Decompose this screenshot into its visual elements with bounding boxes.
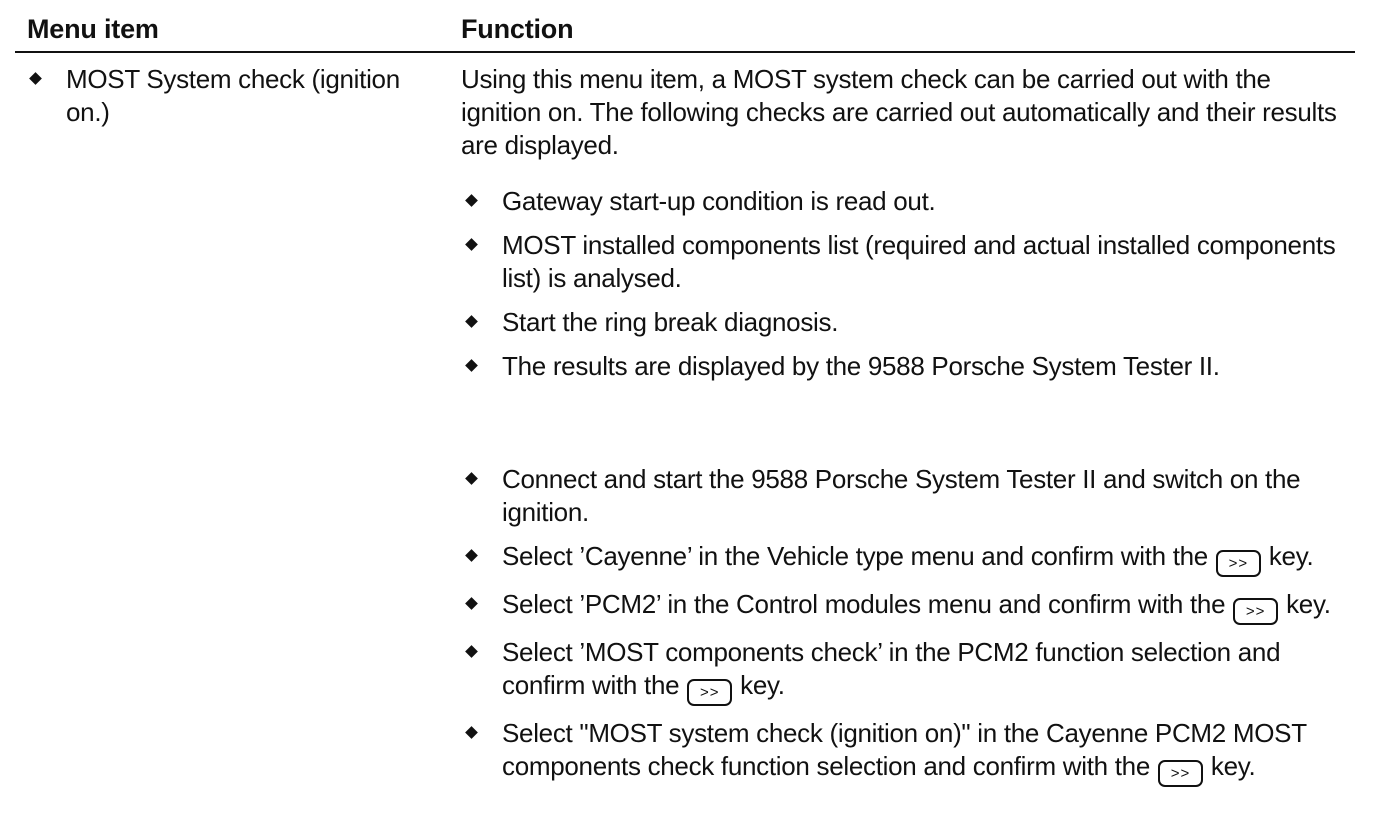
step-text-after: key.	[740, 670, 785, 700]
diamond-bullet-icon	[465, 238, 478, 251]
step-item	[464, 463, 1356, 529]
step-text: Select "MOST system check (ignition on)" in the Cayenne PCM2 MOST components check function selection and confirm with the	[502, 718, 1307, 781]
step-text: Select ’MOST components check’ in the PCM2 function selection and confirm with the	[502, 637, 1281, 700]
function-column-header: Function	[461, 14, 574, 44]
list-item	[464, 229, 1356, 295]
diamond-bullet-icon	[465, 472, 478, 485]
list-item-text: Gateway start-up condition is read out.	[502, 186, 936, 216]
forward-key-icon: >>	[1216, 550, 1261, 577]
diamond-bullet-icon	[465, 359, 478, 372]
forward-key-icon: >>	[1158, 760, 1203, 787]
list-item-text: Start the ring break diagnosis.	[502, 307, 839, 337]
diamond-bullet-icon	[465, 726, 478, 739]
step-text-after: key.	[1268, 541, 1314, 571]
step-text: Connect and start the 9588 Porsche System Tester II and switch on the ignition.	[502, 464, 1301, 527]
diamond-bullet-icon	[465, 645, 478, 658]
list-item	[464, 185, 1356, 218]
list-item-text: MOST installed components list (required and actual installed components list) is analysed.	[502, 230, 1336, 293]
menu-item-column-header: Menu item	[27, 14, 159, 44]
step-item	[464, 588, 1356, 625]
menu-item-entry	[28, 63, 428, 129]
step-item	[464, 717, 1356, 787]
step-text-after: key.	[1210, 751, 1256, 781]
header-rule	[15, 51, 1355, 53]
step-item	[464, 636, 1356, 706]
list-item	[464, 350, 1356, 383]
step-text: Select ’PCM2’ in the Control modules menu and confirm with the	[502, 589, 1226, 619]
forward-key-icon: >>	[1233, 598, 1278, 625]
diamond-bullet-icon	[29, 72, 42, 85]
diamond-bullet-icon	[465, 549, 478, 562]
diamond-bullet-icon	[465, 597, 478, 610]
menu-item-text: MOST System check (ignition on.)	[66, 64, 400, 127]
list-item-text: The results are displayed by the 9588 Porsche System Tester II.	[502, 351, 1220, 381]
function-intro: Using this menu item, a MOST system check can be carried out with the ignition on. The following checks are carried out automatically and their results are displayed.	[461, 64, 1337, 160]
step-text-after: key.	[1286, 589, 1331, 619]
list-item	[464, 306, 1356, 339]
menu-item-bullet-row	[28, 63, 428, 129]
diamond-bullet-icon	[465, 194, 478, 207]
automatic-checks-list	[464, 185, 1356, 394]
procedure-steps-list	[464, 463, 1356, 798]
forward-key-icon: >>	[687, 679, 732, 706]
diamond-bullet-icon	[465, 315, 478, 328]
step-text: Select ’Cayenne’ in the Vehicle type menu and confirm with the	[502, 541, 1208, 571]
step-item	[464, 540, 1356, 577]
